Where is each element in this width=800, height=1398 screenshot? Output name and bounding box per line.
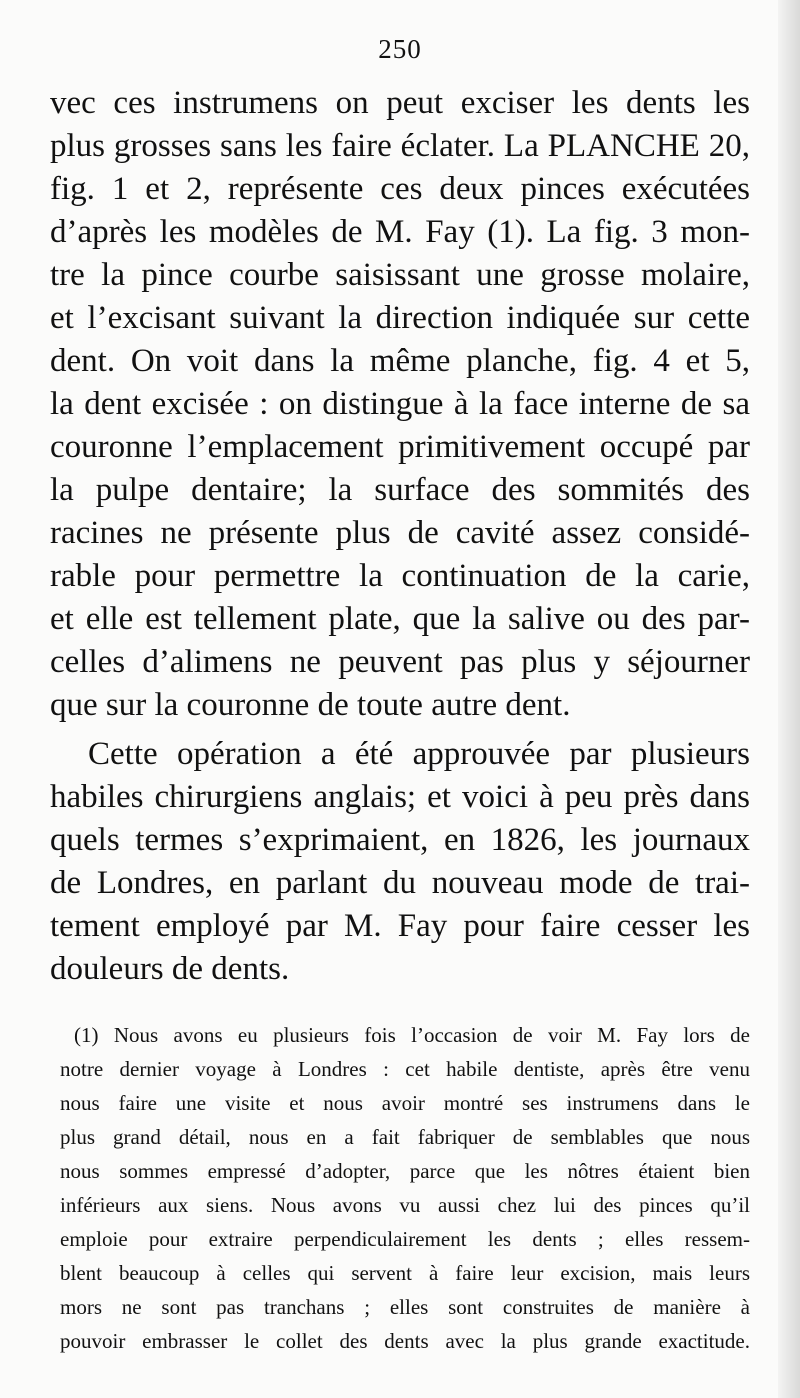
footnote-line: mors ne sont pas tranchans ; elles sont construites de manière à — [60, 1295, 750, 1319]
page-edge-shadow — [778, 0, 800, 1398]
text-line: Cette opération a été approuvée par plusieurs — [88, 736, 750, 772]
text-line: celles d’alimens ne peuvent pas plus y séjourner — [50, 644, 750, 680]
text-line: tre la pince courbe saisissant une grosse molaire, — [50, 257, 750, 293]
text-line: douleurs de dents. — [50, 951, 290, 987]
text-line: la dent excisée : on distingue à la face interne de sa — [50, 386, 750, 422]
text-line: couronne l’emplacement primitivement occupé par — [50, 429, 750, 465]
footnote-line: notre dernier voyage à Londres : cet habile dentiste, après être venu — [60, 1057, 750, 1081]
text-line: que sur la couronne de toute autre dent. — [50, 687, 571, 723]
text-line: d’après les modèles de M. Fay (1). La fig. 3 mon- — [50, 214, 750, 250]
text-line: rable pour permettre la continuation de la carie, — [50, 558, 750, 594]
text-line: quels termes s’exprimaient, en 1826, les journaux — [50, 822, 750, 858]
footnote-line: pouvoir embrasser le collet des dents avec la plus grande exactitude. — [60, 1329, 750, 1353]
text-line: et l’excisant suivant la direction indiquée sur cette — [50, 300, 750, 336]
footnote-line: plus grand détail, nous en a fait fabriquer de semblables que nous — [60, 1125, 750, 1149]
footnote-line: inférieurs aux siens. Nous avons vu aussi chez lui des pinces qu’il — [60, 1193, 750, 1217]
page-number: 250 — [378, 34, 422, 64]
text-line: tement employé par M. Fay pour faire cesser les — [50, 908, 750, 944]
footnote-line: emploie pour extraire perpendiculairement les dents ; elles ressem- — [60, 1227, 750, 1251]
footnote-line: nous faire une visite et nous avoir montré ses instrumens dans le — [60, 1091, 750, 1115]
footnote — [60, 1018, 750, 1358]
footnote-line: blent beaucoup à celles qui servent à faire leur excision, mais leurs — [60, 1261, 750, 1285]
text-line: habiles chirurgiens anglais; et voici à peu près dans — [50, 779, 750, 815]
footnote-line: nous sommes empressé d’adopter, parce que les nôtres étaient bien — [60, 1159, 750, 1183]
text-line: plus grosses sans les faire éclater. La PLANCHE 20, — [50, 128, 750, 164]
text-line: la pulpe dentaire; la surface des sommités des — [50, 472, 750, 508]
text-line: de Londres, en parlant du nouveau mode de trai- — [50, 865, 750, 901]
text-line: racines ne présente plus de cavité assez considé- — [50, 515, 750, 551]
text-line: et elle est tellement plate, que la salive ou des par- — [50, 601, 750, 637]
main-text — [50, 82, 750, 991]
text-line: fig. 1 et 2, représente ces deux pinces exécutées — [50, 171, 750, 207]
text-line: dent. On voit dans la même planche, fig. 4 et 5, — [50, 343, 750, 379]
text-line: vec ces instrumens on peut exciser les dents les — [50, 85, 750, 121]
footnote-line: (1) Nous avons eu plusieurs fois l’occasion de voir M. Fay lors de — [74, 1023, 750, 1047]
